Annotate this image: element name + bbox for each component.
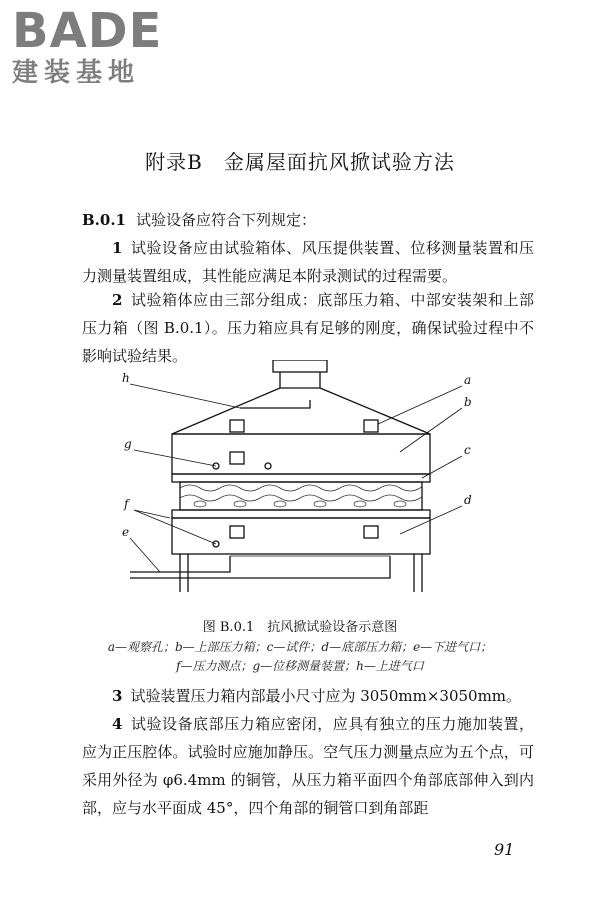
- clause-heading: [82, 206, 534, 234]
- leg-right: [414, 554, 422, 592]
- roof: [172, 388, 430, 434]
- upper-pressure-box: [172, 434, 430, 474]
- bottom-pressure-box: [172, 518, 430, 554]
- observation-hole-4: [230, 526, 244, 538]
- figure-legend-line-2: f—压力测点；g—位移测量装置；h—上进气口: [176, 659, 424, 673]
- item-2: [82, 286, 534, 370]
- observation-hole-5: [364, 526, 378, 538]
- frame-bottom: [172, 510, 430, 518]
- item-1-number: 1: [112, 239, 123, 257]
- leader-b: [400, 408, 462, 452]
- top-duct: [280, 372, 320, 388]
- leader-a: [378, 386, 462, 424]
- item-1-text: 试验设备应由试验箱体、风压提供装置、位移测量装置和压力测量装置组成，其性能应满足本附录测试的过程需要。: [82, 239, 534, 285]
- label-d: d: [464, 493, 472, 507]
- logo: [12, 3, 182, 88]
- test-equipment-diagram: [100, 360, 500, 610]
- clause-text: 试验设备应符合下列规定：: [136, 211, 317, 229]
- leader-g: [134, 450, 216, 466]
- label-c: c: [464, 443, 471, 457]
- logo-sub-text: 建装基地: [12, 58, 141, 88]
- item-3-number: 3: [112, 687, 123, 705]
- leader-h: [130, 384, 240, 408]
- item-3: [82, 682, 534, 710]
- label-h: h: [122, 371, 130, 385]
- appendix-title: 附录B 金属屋面抗风掀试验方法: [145, 150, 455, 174]
- figure-legend-line-1: a—观察孔；b—上部压力箱；c—试件；d—底部压力箱；e—下进气口；: [107, 640, 493, 654]
- frame-top: [172, 474, 430, 482]
- item-2-text: 试验箱体应由三部分组成：底部压力箱、中部安装架和上部压力箱（图 B.0.1）。压力箱应具有足够的刚度，确保试验过程中不影响试验结果。: [82, 291, 534, 365]
- lower-inlet-pipe: [130, 556, 390, 578]
- label-g: g: [124, 437, 132, 451]
- label-f: f: [124, 497, 129, 511]
- leader-c: [422, 456, 462, 478]
- figure-caption: 图 B.0.1 抗风掀试验设备示意图: [202, 620, 398, 635]
- label-b: b: [464, 395, 472, 409]
- item-4-number: 4: [112, 715, 123, 733]
- item-2-number: 2: [112, 291, 123, 309]
- displacement-probe-2: [265, 463, 271, 469]
- observation-hole-1: [230, 420, 244, 432]
- page-number: 91: [494, 840, 515, 859]
- item-3-text: 试验装置压力箱内部最小尺寸应为 3050mm×3050mm。: [130, 687, 522, 705]
- leader-e: [130, 538, 160, 572]
- leg-left: [180, 554, 188, 592]
- item-4: [82, 710, 534, 822]
- top-duct-cap: [273, 360, 327, 372]
- observation-hole-2: [364, 420, 378, 432]
- item-1: [82, 234, 534, 290]
- leader-f: [134, 510, 216, 544]
- label-a: a: [464, 373, 472, 387]
- observation-hole-3: [230, 452, 244, 464]
- test-specimen: [180, 482, 422, 510]
- clause-number: B.0.1: [82, 211, 126, 229]
- item-4-text: 试验设备底部压力箱应密闭，应具有独立的压力施加装置，应为正压腔体。试验时应施加静压。空气压力测量点应为五个点，可采用外径为 φ6.4mm 的铜管，从压力箱平面四个角部底部伸入到内部，应与水平面成 45°，四个角部的铜管口到角部距: [82, 715, 534, 817]
- logo-main-text: BADE: [12, 3, 163, 59]
- label-e: e: [122, 525, 130, 539]
